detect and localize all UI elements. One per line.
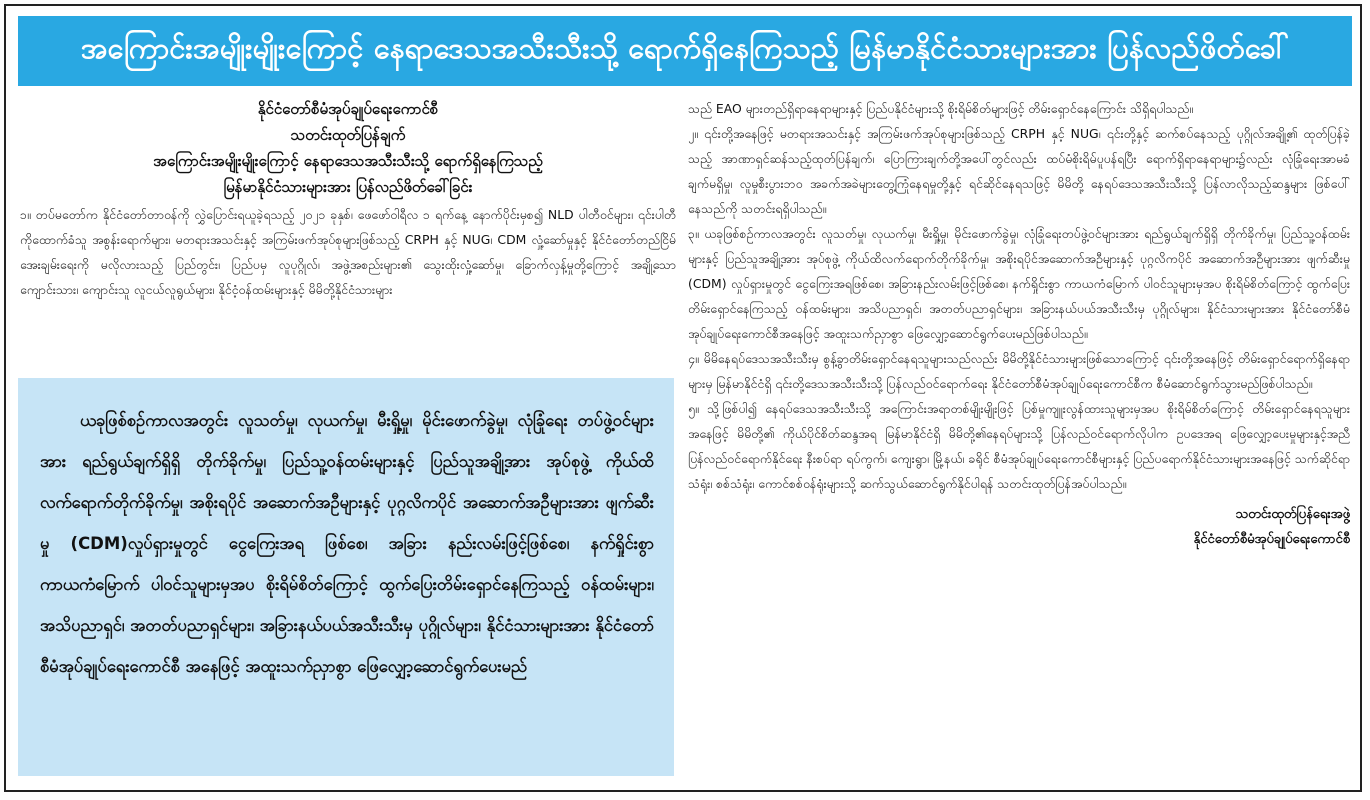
statement-heading <box>20 96 676 200</box>
paragraph-1-continued: သည် EAO များတည်ရှိရာနေရာများနှင့် ပြည်ပနိုင်ငံများသို့ စိုးရိမ်စိတ်များဖြင့် တိမ်းရှောင်နေကြောင်း သိရှိရပါသည်။ <box>688 101 1194 116</box>
highlight-box <box>18 378 674 776</box>
right-column <box>688 96 1350 786</box>
heading-line-subject-2: မြန်မာနိုင်ငံသားများအား ပြန်လည်ဖိတ်ခေါ်ခြင်း <box>223 178 473 196</box>
signature-line-2: နိုင်ငံတော်စီမံအုပ်ချုပ်ရေးကောင်စီ <box>1193 532 1350 547</box>
headline-banner <box>18 16 1352 86</box>
highlight-text: ယခုဖြစ်စဉ်ကာလအတွင်း လူသတ်မှု၊ လုယက်မှု၊ မီးရှို့မှု၊ မိုင်းဖောက်ခွဲမှု၊ လုံခြုံရေး တပ်ဖွဲ့ဝင်များအား ရည်ရွယ်ချက်ရှိရှိ တိုက်ခိုက်မှု၊ ပြည်သူ့ဝန်ထမ်းများနှင့် ပြည်သူအချို့အား အုပ်စုဖွဲ့ ကိုယ်ထိလက်ရောက်တိုက်ခိုက်မှု၊ အစိုးရပိုင် အဆောက်အဦများနှင့် ပုဂ္ဂလိကပိုင် အဆောက်အဦများအား ဖျက်ဆီးမှု (CDM)လှုပ်ရှားမှုတွင် ငွေကြေးအရ ဖြစ်စေ၊ အခြား နည်းလမ်းဖြင့်ဖြစ်စေ၊ နက်ရှိုင်းစွာ ကာယကံမြောက် ပါဝင်သူများမှအပ စိုးရိမ်စိတ်ကြောင့် ထွက်ပြေးတိမ်းရှောင်နေကြသည့် ဝန်ထမ်းများ၊ အသိပညာရှင်၊ အတတ်ပညာရှင်များ၊ အခြားနယ်ပယ်အသီးသီးမှ ပုဂ္ဂိုလ်များ၊ နိုင်ငံသားများအား နိုင်ငံတော် စီမံအုပ်ချုပ်ရေးကောင်စီ အနေဖြင့် အထူးသက်ညှာစွာ ဖြေလျှော့ဆောင်ရွက်ပေးမည် <box>40 411 654 676</box>
heading-line-council: နိုင်ငံတော်စီမံအုပ်ချုပ်ရေးကောင်စီ <box>257 100 439 118</box>
heading-line-subject-1: အကြောင်းအမျိုးမျိုးကြောင့် နေရာဒေသအသီးသီးသို့ ရောက်ရှိနေကြသည့် <box>153 152 543 170</box>
paragraph-2: ၂။ ၎င်းတို့အနေဖြင့် မတရားအသင်းနှင့် အကြမ်းဖက်အုပ်စုများဖြစ်သည့် CRPH နှင့် NUG၊ ၎င်းတို့နှင့် ဆက်စပ်နေသည့် ပုဂ္ဂိုလ်အချို့၏ ထုတ်ပြန်ခဲ့သည့် အာဏာရှင်ဆန်သည့်ထုတ်ပြန်ချက်၊ ပြောကြားချက်တို့အပေါ်တွင်လည်း ထပ်မံစိုးရိမ်ပူပန်ရပြီး ရောက်ရှိရာနေရာများ၌လည်း လုံခြုံရေးအာမခံချက်မရှိမှု၊ လူမှုစီးပွားဘဝ အခက်အခဲများတွေ့ကြုံနေရမှုတို့နှင့် ရင်ဆိုင်နေရသဖြင့် မိမိတို့ နေရပ်ဒေသအသီးသီးသို့ ပြန်လာလိုသည့်ဆန္ဒများ ဖြစ်ပေါ်နေသည်ကို သတင်းရရှိပါသည်။ <box>688 126 1350 216</box>
signature-line-1: သတင်းထုတ်ပြန်ရေးအဖွဲ့ <box>1235 507 1350 522</box>
paragraph-3: ၃။ ယခုဖြစ်စဉ်ကာလအတွင်း လူသတ်မှု၊ လုယက်မှု၊ မီးရှို့မှု၊ မိုင်းဖောက်ခွဲမှု၊ လုံခြုံရေးတပ်ဖွဲ့ဝင်များအား ရည်ရွယ်ချက်ရှိရှိ တိုက်ခိုက်မှု၊ ပြည်သူ့ဝန်ထမ်းများနှင့် ပြည်သူအချို့အား အုပ်စုဖွဲ့ ကိုယ်ထိလက်ရောက်တိုက်ခိုက်မှု၊ အစိုးရပိုင်အဆောက်အဦများနှင့် ပုဂ္ဂလိကပိုင် အဆောက်အဦများအား ဖျက်ဆီးမှု (CDM) လှုပ်ရှားမှုတွင် ငွေကြေးအရဖြစ်စေ၊ အခြားနည်းလမ်းဖြင့်ဖြစ်စေ၊ နက်ရှိုင်းစွာ ကာယကံမြောက် ပါဝင်သူများမှအပ စိုးရိမ်စိတ်ကြောင့် ထွက်ပြေးတိမ်းရှောင်နေကြသည့် ဝန်ထမ်းများ၊ အသိပညာရှင်၊ အတတ်ပညာရှင်များ၊ အခြားနယ်ပယ်အသီးသီးမှ ပုဂ္ဂိုလ်များ၊ နိုင်ငံသားများအား နိုင်ငံတော်စီမံအုပ်ချုပ်ရေးကောင်စီအနေဖြင့် အထူးသက်ညှာစွာ ဖြေလျှော့ဆောင်ရွက်ပေးမည်ဖြစ်ပါသည်။ <box>688 226 1350 341</box>
paragraph-4: ၄။ မိမိနေရပ်ဒေသအသီးသီးမှ စွန့်ခွာတိမ်းရှောင်နေရသူများသည်လည်း မိမိတို့နိုင်ငံသားများဖြစ်သောကြောင့် ၎င်းတို့အနေဖြင့် တိမ်းရှောင်ရောက်ရှိနေရာများမှ မြန်မာနိုင်ငံရှိ ၎င်းတို့ဒေသအသီးသီးသို့ ပြန်လည်ဝင်ရောက်ရေး နိုင်ငံတော်စီမံအုပ်ချုပ်ရေးကောင်စီက စီမံဆောင်ရွက်သွားမည်ဖြစ်ပါသည်။ <box>688 351 1350 391</box>
signature-block <box>688 502 1350 552</box>
paragraph-5: ၅။ သို့ဖြစ်ပါ၍ နေရပ်ဒေသအသီးသီးသို့ အကြောင်းအရာတစ်မျိုးမျိုးဖြင့် ပြစ်မှုကျူးလွန်ထားသူများမှအပ စိုးရိမ်စိတ်ကြောင့် တိမ်းရှောင်နေရသူများအနေဖြင့် မိမိတို့၏ ကိုယ်ပိုင်စိတ်ဆန္ဒအရ မြန်မာနိုင်ငံရှိ မိမိတို့၏နေရပ်များသို့ ပြန်လည်ဝင်ရောက်လိုပါက ဥပဒေအရ ဖြေလျှော့ပေးမှုများနှင့်အညီ ပြန်လည်ဝင်ရောက်နိုင်ရေး နီးစပ်ရာ ရပ်ကွက်၊ ကျေးရွာ၊ မြို့နယ်၊ ခရိုင် စီမံအုပ်ချုပ်ရေးကောင်စီများနှင့် ပြည်ပရောက်နိုင်ငံသားများအနေဖြင့် သက်ဆိုင်ရာ သံရုံး၊ စစ်သံရုံး၊ ကောင်စစ်ဝန်ရုံးများသို့ ဆက်သွယ်ဆောင်ရွက်နိုင်ပါရန် သတင်းထုတ်ပြန်အပ်ပါသည်။ <box>688 401 1350 491</box>
left-column <box>20 96 676 368</box>
paragraph-1: ၁။ တပ်မတော်က နိုင်ငံတော်တာဝန်ကို လွှဲပြောင်းရယူခဲ့ရသည့် ၂၀၂၁ ခုနှစ်၊ ဖေဖော်ဝါရီလ ၁ ရက်နေ့ နောက်ပိုင်းမှစ၍ NLD ပါတီဝင်များ၊ ၎င်းပါတီကိုထောက်ခံသူ အစွန်းရောက်များ၊ မတရားအသင်းနှင့် အကြမ်းဖက်အုပ်စုများဖြစ်သည့် CRPH နှင့် NUG၊ CDM လှုံ့ဆော်မှုနှင့် နိုင်ငံတော်တည်ငြိမ်အေးချမ်းရေးကို မလိုလားသည့် ပြည်တွင်း၊ ပြည်ပမှ လူပုဂ္ဂိုလ်၊ အဖွဲ့အစည်းများ၏ သွေးထိုးလှုံ့ဆော်မှု၊ ခြောက်လှန့်မှုတို့ကြောင့် အချို့သော ကျောင်းသား၊ ကျောင်းသူ လူငယ်လူရွယ်များ၊ နိုင်ငံ့ဝန်ထမ်းများနှင့် မိမိတို့နိုင်ငံသားများ <box>20 207 676 297</box>
heading-line-press-release: သတင်းထုတ်ပြန်ချက် <box>290 126 406 144</box>
headline-text: အကြောင်းအမျိုးမျိုးကြောင့် နေရာဒေသအသီးသီးသို့ ရောက်ရှိနေကြသည့် မြန်မာနိုင်ငံသားများအား ပြန်လည်ဖိတ်ခေါ် <box>80 30 1290 65</box>
